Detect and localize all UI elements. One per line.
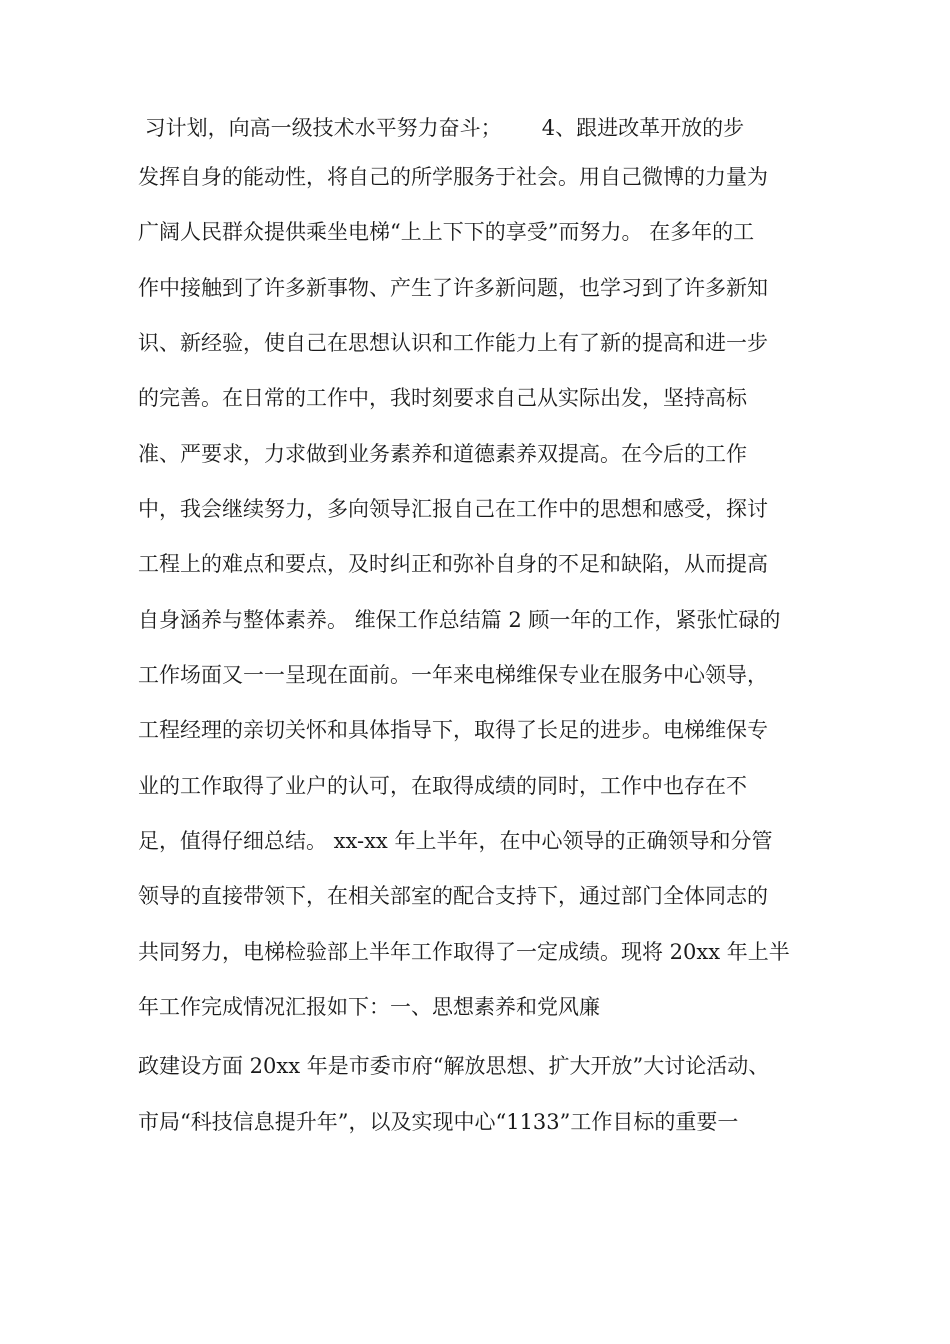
text-line: 工程经理的亲切关怀和具体指导下，取得了长足的进步。电梯维保专	[138, 718, 768, 742]
text-line: 业的工作取得了业户的认可，在取得成绩的同时，工作中也存在不	[138, 774, 747, 798]
text-line: 中，我会继续努力，多向领导汇报自己在工作中的思想和感受，探讨	[138, 497, 768, 521]
text-line: 识、新经验，使自己在思想认识和工作能力上有了新的提高和进一步	[138, 331, 768, 355]
text-line: 政建设方面 20xx 年是市委市府“解放思想、扩大开放”大讨论活动、	[138, 1054, 770, 1078]
text-line: 领导的直接带领下，在相关部室的配合支持下，通过部门全体同志的	[138, 884, 768, 908]
text-line: 共同努力，电梯检验部上半年工作取得了一定成绩。现将 20xx 年上半	[138, 940, 790, 964]
text-line: 年工作完成情况汇报如下：一、思想素养和党风廉	[138, 995, 600, 1019]
text-line: 广阔人民群众提供乘坐电梯“上上下下的享受”而努力。 在多年的工	[138, 220, 755, 244]
text-line: 市局“科技信息提升年”，以及实现中心“1133”工作目标的重要一	[138, 1110, 739, 1134]
text-line: 作中接触到了许多新事物、产生了许多新问题，也学习到了许多新知	[138, 276, 768, 300]
text-line: 习计划，向高一级技术水平努力奋斗； 4、跟进改革开放的步	[138, 116, 745, 140]
text-line: 准、严要求，力求做到业务素养和道德素养双提高。在今后的工作	[138, 442, 747, 466]
text-line: 工程上的难点和要点，及时纠正和弥补自身的不足和缺陷，从而提高	[138, 552, 768, 576]
text-line: 发挥自身的能动性，将自己的所学服务于社会。用自己微博的力量为	[138, 165, 768, 189]
text-line: 工作场面又一一呈现在面前。一年来电梯维保专业在服务中心领导，	[138, 663, 768, 687]
text-line: 足，值得仔细总结。 xx-xx 年上半年，在中心领导的正确领导和分管	[138, 829, 773, 853]
text-line: 的完善。在日常的工作中，我时刻要求自己从实际出发，坚持高标	[138, 386, 747, 410]
text-line: 自身涵养与整体素养。 维保工作总结篇 2 顾一年的工作，紧张忙碌的	[138, 608, 781, 632]
